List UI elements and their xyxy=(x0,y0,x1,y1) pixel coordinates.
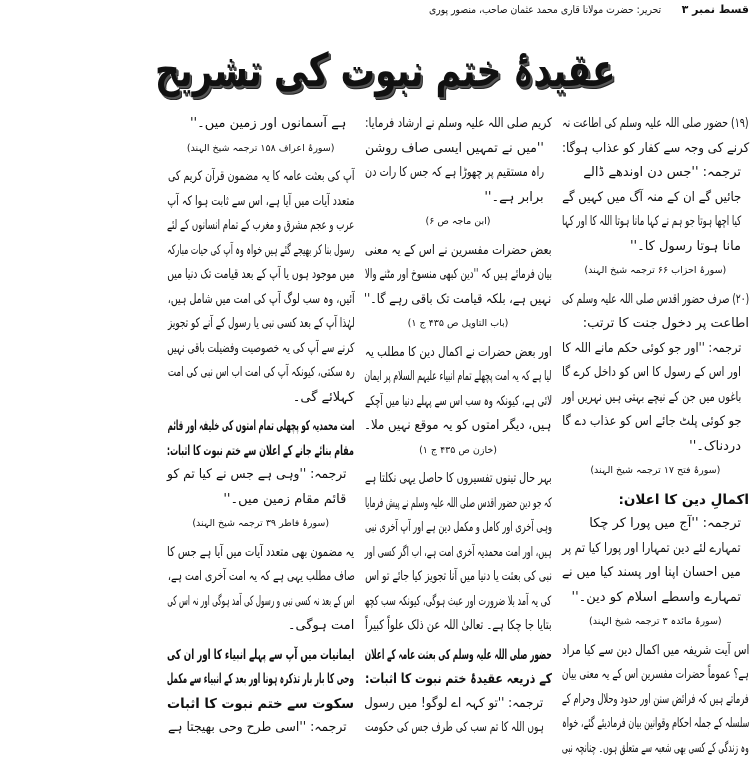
quote xyxy=(167,112,354,137)
paragraph-line xyxy=(562,663,749,688)
paragraph-line xyxy=(364,414,551,439)
line-text: اور اس کے رسول کا اس کو داخل کرے گا xyxy=(562,365,741,380)
quote-line xyxy=(167,488,354,513)
paragraph-line xyxy=(562,688,749,713)
paragraph-line xyxy=(364,341,551,366)
paragraph-line xyxy=(364,492,551,517)
line-text: کہلائے گی۔ xyxy=(292,389,355,405)
line-text: بعض حضرات مفسرین نے اس کے یہ معنی xyxy=(364,242,552,258)
line-text: ہوں اللہ کا تم سب کی طرف جس کی حکومت xyxy=(364,720,544,735)
citation xyxy=(364,439,551,464)
heading-line xyxy=(364,643,551,668)
quote-line xyxy=(562,561,749,586)
section-heading xyxy=(562,488,749,513)
paragraph-line xyxy=(364,516,551,541)
line-text: میں موجود ہوں یا آپ کے بعد قیامت تک دنیا میں xyxy=(167,267,355,282)
citation-line xyxy=(562,459,749,484)
quote-line xyxy=(562,435,749,460)
line-text: آئیں، وہ سب لوگ آپ کی امت میں شامل ہیں، xyxy=(167,291,355,307)
citation xyxy=(364,312,551,337)
paragraph-line xyxy=(167,361,354,386)
line-text: (سورۂ اعراف ۱۵۸ ترجمہ شیخ الہند) xyxy=(186,142,335,154)
line-text: نبی کی بعثت یا دنیا میں آنا تجویز کیا جائے تو اس xyxy=(364,569,552,584)
paragraph-line xyxy=(364,112,551,137)
citation-line xyxy=(562,610,749,635)
line-text: قائم مقام زمین میں۔'' xyxy=(223,491,347,507)
line-text: مانا ہوتا رسول کا۔'' xyxy=(629,238,741,254)
heading-line xyxy=(562,488,749,513)
section-heading xyxy=(167,643,354,717)
line-text: میں احسان اپنا اور پسند کیا میں نے xyxy=(562,565,741,580)
installment-label xyxy=(669,2,749,18)
paragraph-line xyxy=(167,288,354,313)
heading-line xyxy=(167,439,354,464)
line-text: عرب و عجم مشرق و مغرب کے تمام انسانوں کے لئے xyxy=(167,218,355,233)
line-text: کریم صلی اللہ علیہ وسلم نے ارشاد فرمایا: xyxy=(364,116,552,131)
line-text: ایمانیات میں آپ سے پہلے انبیاء کا اور ان کی xyxy=(167,646,355,663)
paragraph-line xyxy=(167,614,354,639)
citation xyxy=(562,259,749,284)
citation-line xyxy=(364,439,551,464)
heading-line xyxy=(167,692,354,717)
line-text: مقام بنائے جانے کے اعلان سے ختم نبوت کا اثبات: xyxy=(167,442,355,459)
line-text: حضور صلی اللہ علیہ وسلم کی بعثت عامہ کے اعلان xyxy=(364,646,552,663)
paragraph-line xyxy=(167,190,354,215)
quote-line xyxy=(562,337,749,362)
quote-line xyxy=(562,186,749,211)
installment-text: قسط نمبر ۳ xyxy=(681,3,749,16)
line-text: اس آیت شریفہ میں اکمال دین سے کیا مراد xyxy=(561,642,749,658)
line-text: (باب التاویل ص ۴۳۵ ج ۱) xyxy=(407,318,509,329)
heading-line xyxy=(167,667,354,692)
quote xyxy=(562,337,749,460)
line-text: لہٰذا آپ کے بعد کسی نبی یا رسول کے آنے کو تجویز xyxy=(167,316,355,331)
page-header xyxy=(163,0,753,22)
quote-line xyxy=(562,161,749,186)
heading-line xyxy=(364,667,551,692)
line-text: کی یہ آمد بلا ضرورت اور عبث ہوگی، کیونکہ سب کچھ xyxy=(364,593,552,609)
citation xyxy=(562,610,749,635)
line-text: ترجمہ: ''تو کہہ اے لوگو! میں رسول xyxy=(364,695,544,711)
line-text: تمہارے واسطے اسلام کو دین۔'' xyxy=(571,589,741,605)
line-text: رہ سکتی، کیونکہ آپ کی امت اب اس نبی کی امت xyxy=(167,365,355,380)
line-text: امت ہوگی۔ xyxy=(287,618,355,633)
line-text: راہ مستقیم پر چھوڑا ہے کہ جس کا رات دن xyxy=(364,165,544,180)
paragraph xyxy=(562,112,749,161)
line-text: متعدد آیات میں آیا ہے، اس سے ثابت ہوا کہ آپ xyxy=(167,193,355,209)
paragraph xyxy=(364,467,551,639)
paragraph xyxy=(562,639,749,762)
quote-line xyxy=(364,161,551,186)
quote xyxy=(364,137,551,211)
quote xyxy=(167,463,354,512)
line-text: ترجمہ: ''اسی طرح وحی بھیجتا ہے xyxy=(167,720,347,735)
line-text: وہ زندگی کے کسی بھی شعبہ سے متعلق ہوں۔ چنانچہ نبی xyxy=(562,740,749,756)
citation xyxy=(562,459,749,484)
line-text: بیان فرمائے ہیں کہ ''دین کبھی منسوخ اور مٹنے والا xyxy=(364,267,552,282)
paragraph-line xyxy=(167,590,354,615)
quote xyxy=(562,512,749,610)
line-text: (۱۹) حضور صلی اللہ علیہ وسلم کی اطاعت نہ xyxy=(562,116,749,131)
line-text: ہیں، دیگر امتوں کو یہ موقع نہیں ملا۔ xyxy=(364,418,552,433)
paragraph xyxy=(364,112,551,137)
line-text: (سورۂ احزاب ۶۶ ترجمہ شیخ الہند) xyxy=(584,265,727,276)
paragraph-line xyxy=(167,214,354,239)
line-text: لائی ہے، کیونکہ وہ سب اس سے پہلے دنیا میں آچکے xyxy=(364,393,552,409)
byline-text: تحریر: حضرت مولانا قاری محمد عثمان صاحب، منصور پوری xyxy=(428,4,661,16)
line-text: جو کوئی پلٹ جائے اس کو عذاب دے گا xyxy=(561,414,741,429)
line-text: ترجمہ: ''آج میں پورا کر چکا xyxy=(589,516,741,531)
line-text: رسول بنا کر بھیجے گئے ہیں خواہ وہ آپ کی حیات مبارکہ xyxy=(167,242,355,258)
quote-line xyxy=(167,716,354,741)
line-text: جائیں گے ان کے منہ آگ میں کہیں گے xyxy=(561,189,741,205)
paragraph-line xyxy=(364,263,551,288)
line-text: سلسلہ کے جملہ احکام وقوانین بیان فرمادیئے گئے، خواہ xyxy=(561,716,749,731)
line-text: ہے؟ عموماً حضرات مفسرین اس کے یہ معنی بیان xyxy=(562,667,749,682)
citation-line xyxy=(167,137,354,162)
paragraph-line xyxy=(167,386,354,411)
line-text: برابر ہے۔'' xyxy=(484,189,544,205)
quote-line xyxy=(562,235,749,260)
line-text: کرنے کی وجہ سے کفار کو عذاب ہوگا: xyxy=(561,140,749,156)
quote-line xyxy=(364,716,551,741)
paragraph-line xyxy=(364,365,551,390)
line-text: ترجمہ: ''اور جو کوئی حکم مانے اللہ کا xyxy=(561,340,741,356)
quote-line xyxy=(167,112,354,137)
citation xyxy=(364,210,551,235)
paragraph-line xyxy=(364,614,551,639)
line-text: اس کے بعد نہ کسی نبی و رسول کی آمد ہوگی اور نہ اس کی xyxy=(167,593,355,609)
line-text: صاف مطلب یہی ہے کہ یہ امت آخری امت ہے، xyxy=(167,569,355,584)
paragraph-line xyxy=(167,312,354,337)
line-text: سکوت سے ختم نبوت کا اثبات xyxy=(167,695,355,712)
line-text: تمہارے لئے دین تمہارا اور پورا کیا تم پر xyxy=(562,540,741,556)
citation xyxy=(167,512,354,537)
citation xyxy=(167,137,354,162)
line-text: ہے آسمانوں اور زمین میں۔'' xyxy=(189,116,347,131)
paragraph-line xyxy=(562,137,749,162)
heading-line xyxy=(167,414,354,439)
line-text: اور بعض حضرات نے اکمال دین کا مطلب یہ xyxy=(364,344,552,360)
column-right xyxy=(562,112,749,780)
columns xyxy=(167,112,749,780)
column-middle xyxy=(364,112,551,780)
paragraph-line xyxy=(364,288,551,313)
quote-line xyxy=(562,537,749,562)
paragraph-line xyxy=(167,337,354,362)
line-text: فرماتے ہیں کہ فرائض سنن اور حدود وحلال وحرام کے xyxy=(562,691,749,707)
author-byline xyxy=(429,2,661,18)
paragraph-line xyxy=(364,390,551,415)
paragraph-line xyxy=(562,312,749,337)
citation-line xyxy=(364,312,551,337)
line-text: باغوں میں جن کے نیچے بہتی ہیں نہریں اور xyxy=(561,389,741,405)
line-text: آپ کی بعثت عامہ کا یہ مضمون قرآن کریم کی xyxy=(167,169,355,184)
quote-line xyxy=(562,361,749,386)
line-text: وہی آخری اور کامل و مکمل دین ہے اور آپ آخری نبی xyxy=(364,520,552,535)
paragraph xyxy=(167,165,354,410)
quote-line xyxy=(167,463,354,488)
line-text: وحی کا بار بار تذکرہ ہونا اور بعد کے انبیاء سے مکمل xyxy=(167,671,355,687)
line-text: بتایا جا چکا ہے۔ تعالیٰ اللہ عن ذلک علواً کبیراً xyxy=(364,618,552,633)
paragraph-line xyxy=(167,541,354,566)
section-heading xyxy=(364,643,551,692)
line-text: بہر حال تینوں تفسیروں کا حاصل یہی نکلتا ہے xyxy=(364,471,552,486)
citation-line xyxy=(562,259,749,284)
quote-line xyxy=(364,137,551,162)
quote-line xyxy=(364,186,551,211)
quote-line xyxy=(562,386,749,411)
article-title: عقیدۂ ختم نبوت کی تشریح xyxy=(154,43,616,97)
quote xyxy=(167,716,354,741)
paragraph-line xyxy=(364,239,551,264)
line-text: (سورۂ فتح ۱۷ ترجمہ شیخ الہند) xyxy=(590,465,721,476)
quote xyxy=(364,692,551,741)
paragraph-line xyxy=(167,565,354,590)
paragraph-line xyxy=(167,239,354,264)
line-text: کے ذریعہ عقیدۂ ختم نبوت کا اثبات: xyxy=(364,671,552,687)
line-text: کہ جو دین حضور اقدس صلی اللہ علیہ وسلم نے پیش فرمایا xyxy=(364,495,552,511)
quote-line xyxy=(562,586,749,611)
paragraph-line xyxy=(364,541,551,566)
citation-line xyxy=(364,210,551,235)
line-text: ہیں، اور امت محمدیہ آخری امت ہے، اب اگر کسی اور xyxy=(364,544,552,560)
line-text: (ابن ماجہ ص ۶) xyxy=(425,216,491,227)
line-text: ترجمہ: ''جس دن اوندھے ڈالے xyxy=(583,165,741,180)
line-text: امت محمدیہ کو پچھلی تمام امتوں کی خلیفہ اور قائم xyxy=(167,418,355,434)
paragraph-line xyxy=(562,712,749,737)
column-left xyxy=(167,112,354,780)
paragraph-line xyxy=(167,165,354,190)
paragraph-line xyxy=(364,467,551,492)
quote xyxy=(562,161,749,259)
paragraph xyxy=(167,541,354,639)
line-text: کیا اچھا ہوتا جو ہم نے کہا مانا ہوتا اللہ کا اور کہا xyxy=(561,214,741,229)
quote-line xyxy=(562,210,749,235)
paragraph-line xyxy=(364,565,551,590)
paragraph xyxy=(364,239,551,313)
line-text: ''میں نے تمہیں ایسی صاف روشن xyxy=(364,140,544,156)
article-title-banner xyxy=(154,36,693,106)
line-text: یہ مضمون بھی متعدد آیات میں آیا ہے جس کا xyxy=(167,544,355,560)
line-text: کرنے سے آپ کی یہ خصوصیت وفضیلت باقی نہیں xyxy=(166,340,355,356)
quote-line xyxy=(364,692,551,717)
paragraph-line xyxy=(562,737,749,762)
quote-line xyxy=(562,512,749,537)
paragraph-line xyxy=(562,112,749,137)
line-text: اکمالِ دین کا اعلان: xyxy=(618,491,749,508)
line-text: (سورۂ مائدہ ۳ ترجمہ شیخ الہند) xyxy=(589,616,722,627)
line-text: (سورۂ فاطر ۳۹ ترجمہ شیخ الہند) xyxy=(192,518,330,529)
line-text: نہیں ہے، بلکہ قیامت تک باقی رہے گا۔'' xyxy=(364,291,552,307)
paragraph-line xyxy=(562,639,749,664)
paragraph xyxy=(364,341,551,439)
heading-line xyxy=(167,643,354,668)
section-heading xyxy=(167,414,354,463)
line-text: (۲۰) صرف حضور اقدس صلی اللہ علیہ وسلم کی xyxy=(561,291,749,307)
paragraph-line xyxy=(167,263,354,288)
quote-line xyxy=(562,410,749,435)
line-text: دردناک۔'' xyxy=(689,438,741,454)
line-text: ترجمہ: ''وہی ہے جس نے کیا تم کو xyxy=(166,467,347,482)
paragraph-line xyxy=(562,288,749,313)
line-text: (خازن ص ۴۳۵ ج ۱) xyxy=(419,444,497,456)
paragraph xyxy=(562,288,749,337)
line-text: لیا ہے کہ یہ امت پچھلے تمام انبیاء علیہم السلام پر ایمان xyxy=(364,369,552,384)
citation-line xyxy=(167,512,354,537)
paragraph-line xyxy=(364,590,551,615)
line-text: اطاعت پر دخول جنت کا ترتب: xyxy=(582,316,749,331)
